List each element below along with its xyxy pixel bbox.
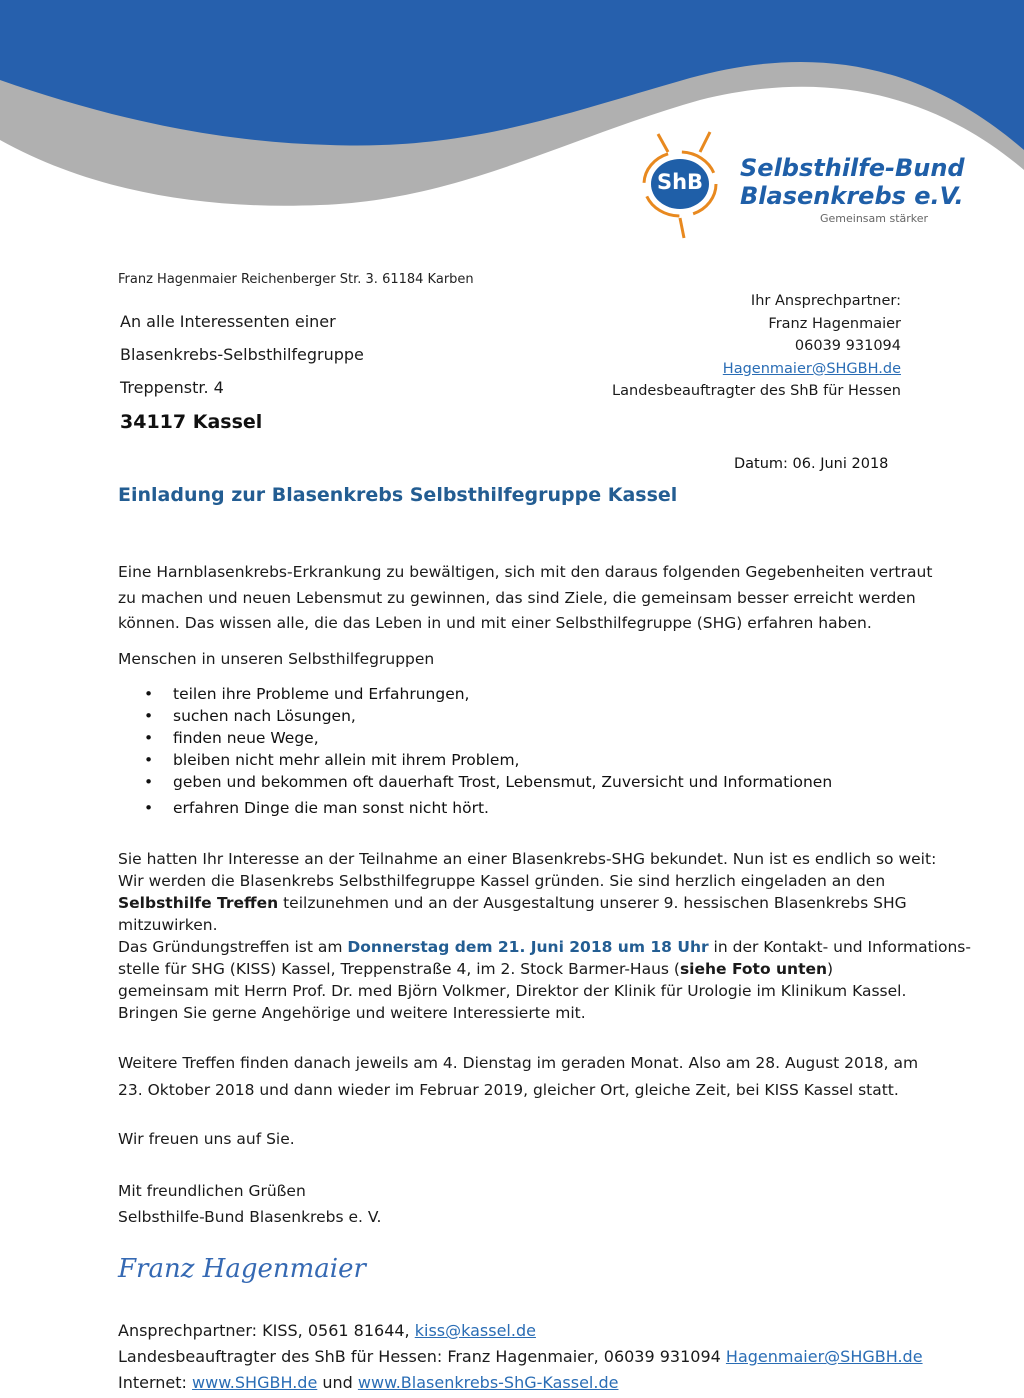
para-line: Das Gründungstreffen ist am Donnerstag dem 21. Juni 2018 um 18 Uhr in der Kontakt- und Informations- xyxy=(118,938,971,956)
logo-name-line1: Selbsthilfe-Bund xyxy=(740,154,965,182)
recipient-line1: An alle Interessenten einer xyxy=(120,312,336,331)
subject-heading: Einladung zur Blasenkrebs Selbsthilfegruppe Kassel xyxy=(118,484,678,506)
recipient-line2: Blasenkrebs-Selbsthilfegruppe xyxy=(120,345,364,364)
logo-name-line2: Blasenkrebs e.V. xyxy=(740,182,964,210)
footer-internet-line: Internet: www.SHGBH.de und www.Blasenkrebs-ShG-Kassel.de xyxy=(118,1373,619,1392)
list-item xyxy=(118,705,832,727)
sender-line: Franz Hagenmaier Reichenberger Str. 3. 61184 Karben xyxy=(118,272,474,287)
bullet-list xyxy=(118,683,832,819)
para-line: mitzuwirken. xyxy=(118,916,218,934)
signature: Franz Hagenmaier xyxy=(118,1254,366,1284)
bullet-icon: • xyxy=(144,799,154,817)
kiss-email-link[interactable]: kiss@kassel.de xyxy=(414,1321,536,1340)
para-line: stelle für SHG (KISS) Kassel, Treppenstraße 4, im 2. Stock Barmer-Haus (siehe Foto unten) xyxy=(118,960,834,978)
bullet-icon: • xyxy=(144,707,154,725)
website-link-shgbh[interactable]: www.SHGBH.de xyxy=(192,1373,318,1392)
logo xyxy=(630,126,965,241)
contact-block xyxy=(612,290,901,403)
list-item xyxy=(118,683,832,705)
website-link-kassel[interactable]: www.Blasenkrebs-ShG-Kassel.de xyxy=(357,1373,619,1392)
recipient-street: Treppenstr. 4 xyxy=(120,378,224,397)
bullet-icon: • xyxy=(144,773,154,791)
closing-freuen: Wir freuen uns auf Sie. xyxy=(118,1130,295,1148)
bullet-icon: • xyxy=(144,751,154,769)
followup-paragraph xyxy=(118,1050,918,1104)
list-item-text: suchen nach Lösungen, xyxy=(173,707,356,725)
intro-line: Eine Harnblasenkrebs-Erkrankung zu bewältigen, sich mit den daraus folgenden Gegebenheiten vertraut xyxy=(118,563,933,581)
para-line: Selbsthilfe Treffen teilzunehmen und an der Ausgestaltung unserer 9. hessischen Blasenkrebs SHG xyxy=(118,894,907,912)
intro-line: können. Das wissen alle, die das Leben in und mit einer Selbsthilfegruppe (SHG) erfahren haben. xyxy=(118,614,872,632)
bold-text: Selbsthilfe Treffen xyxy=(118,894,279,912)
list-intro: Menschen in unseren Selbsthilfegruppen xyxy=(118,650,435,668)
para-line: Weitere Treffen finden danach jeweils am 4. Dienstag im geraden Monat. Also am 28. August 2018, am xyxy=(118,1054,919,1072)
bold-text: siehe Foto unten xyxy=(679,960,828,978)
contact-name: Franz Hagenmaier xyxy=(768,315,901,332)
meeting-paragraph xyxy=(118,848,971,1024)
list-item xyxy=(118,749,832,771)
logo-tagline: Gemeinsam stärker xyxy=(820,212,929,225)
closing-org: Selbsthilfe-Bund Blasenkrebs e. V. xyxy=(118,1208,382,1226)
closing-greeting: Mit freundlichen Grüßen xyxy=(118,1182,306,1200)
list-item-text: bleiben nicht mehr allein mit ihrem Problem, xyxy=(173,751,520,769)
contact-role: Landesbeauftragter des ShB für Hessen xyxy=(612,383,901,399)
intro-paragraph xyxy=(118,560,932,637)
lb-email-link[interactable]: Hagenmaier@SHGBH.de xyxy=(725,1347,923,1366)
para-line: gemeinsam mit Herrn Prof. Dr. med Björn Volkmer, Direktor der Klinik für Urologie im Klinikum Kassel. xyxy=(118,982,907,1000)
logo-badge: ShB xyxy=(656,170,704,194)
contact-label: Ihr Ansprechpartner: xyxy=(750,293,901,309)
para-line: Bringen Sie gerne Angehörige und weitere Interessierte mit. xyxy=(118,1004,586,1022)
footer xyxy=(118,1318,923,1396)
intro-line: zu machen und neuen Lebensmut zu gewinnen, das sind Ziele, die gemeinsam besser erreicht werden xyxy=(118,588,916,607)
para-line: Sie hatten Ihr Interesse an der Teilnahme an einer Blasenkrebs-SHG bekundet. Nun ist es endlich so weit: xyxy=(118,850,937,868)
list-item-text: geben und bekommen oft dauerhaft Trost, Lebensmut, Zuversicht und Informationen xyxy=(173,773,833,791)
para-line: Wir werden die Blasenkrebs Selbsthilfegruppe Kassel gründen. Sie sind herzlich eingeladen an den xyxy=(118,872,886,890)
list-item-text: teilen ihre Probleme und Erfahrungen, xyxy=(173,685,470,703)
list-item xyxy=(118,771,832,797)
meeting-date-highlight: Donnerstag dem 21. Juni 2018 um 18 Uhr xyxy=(347,938,709,956)
bullet-icon: • xyxy=(144,729,154,747)
recipient-city: 34117 Kassel xyxy=(120,411,263,433)
list-item xyxy=(118,727,832,749)
list-item-text: finden neue Wege, xyxy=(173,729,319,747)
para-line: 23. Oktober 2018 und dann wieder im Februar 2019, gleicher Ort, gleiche Zeit, bei KISS Kassel statt. xyxy=(118,1081,899,1099)
bullet-icon: • xyxy=(144,685,154,703)
footer-kiss-line: Ansprechpartner: KISS, 0561 81644, kiss@kassel.de xyxy=(118,1321,536,1340)
list-item xyxy=(118,797,832,819)
list-item-text: erfahren Dinge die man sonst nicht hört. xyxy=(173,799,489,817)
date-line: Datum: 06. Juni 2018 xyxy=(734,456,889,472)
contact-phone: 06039 931094 xyxy=(794,338,901,354)
contact-email-link[interactable]: Hagenmaier@SHGBH.de xyxy=(722,360,901,377)
footer-lb-line: Landesbeauftragter des ShB für Hessen: Franz Hagenmaier, 06039 931094 Hagenmaier@SHGBH.de xyxy=(118,1347,923,1366)
